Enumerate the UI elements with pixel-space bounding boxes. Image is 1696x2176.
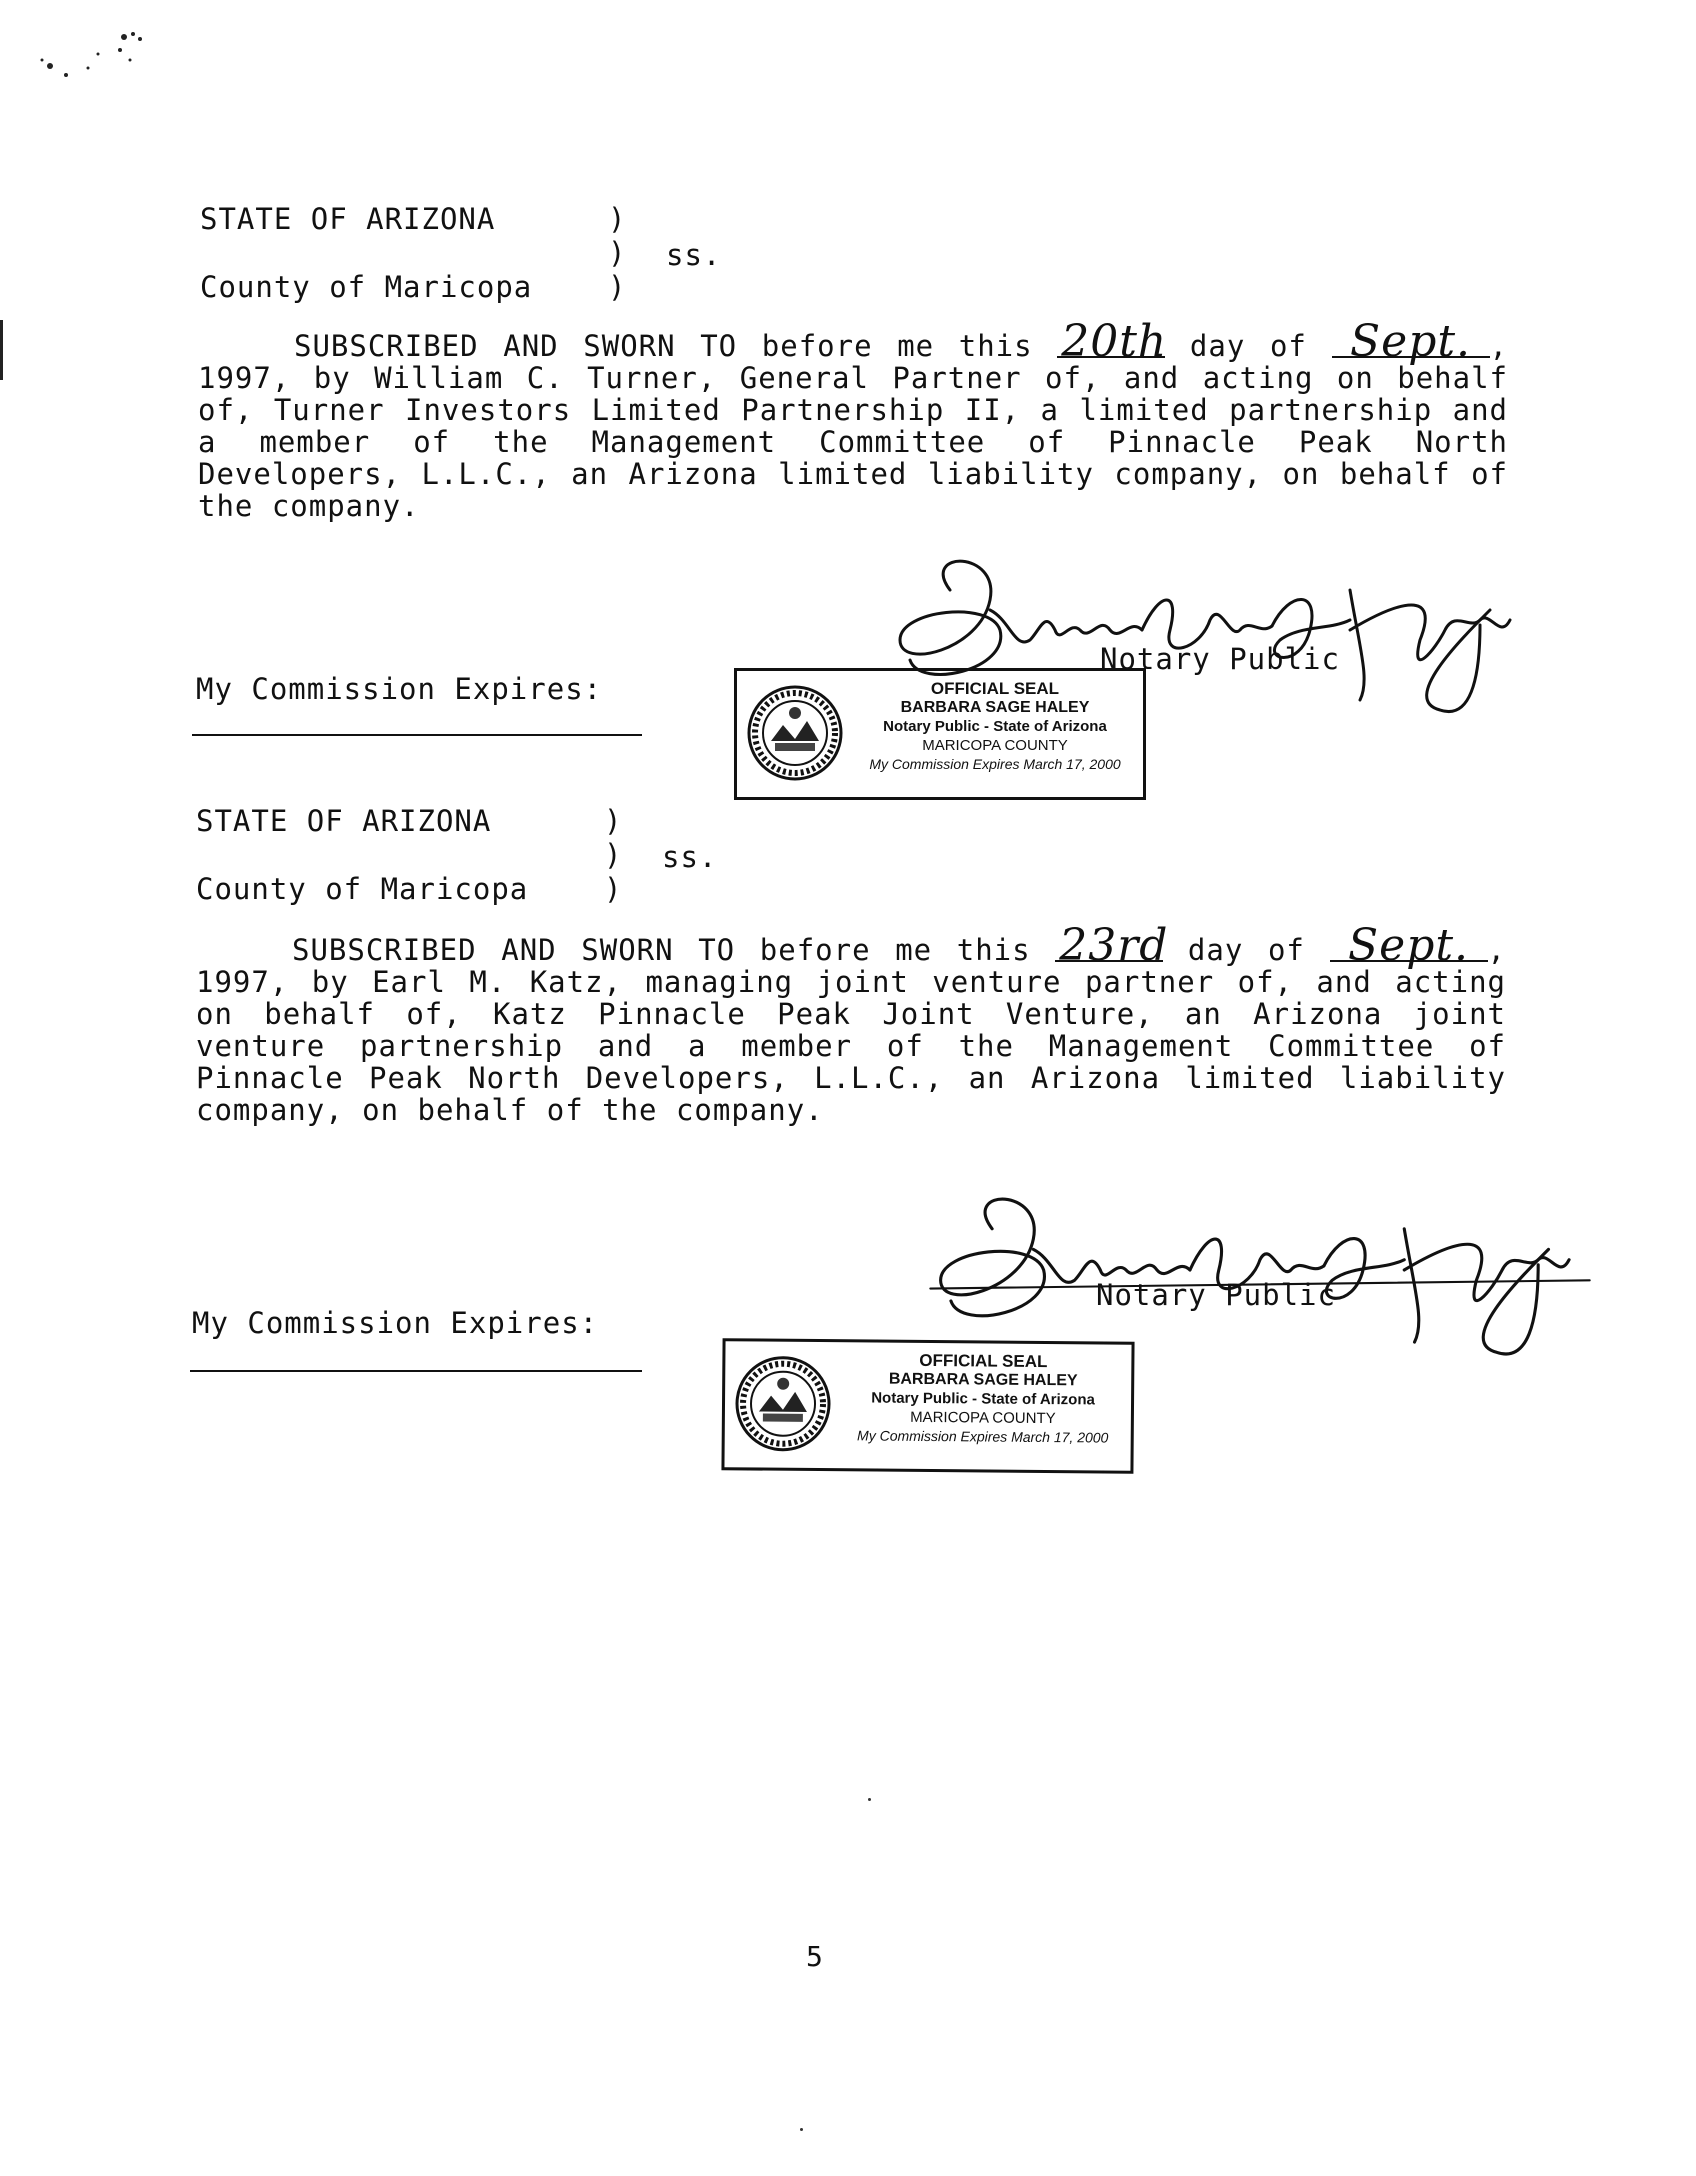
paren: ) <box>608 270 627 304</box>
state-line: STATE OF ARIZONA <box>196 804 492 838</box>
scan-dot <box>800 2128 803 2131</box>
subscribed-text: SUBSCRIBED AND SWORN TO before me this <box>292 933 1031 967</box>
day-of-text: day of <box>1187 933 1305 967</box>
jurat-paragraph-2: SUBSCRIBED AND SWORN TO before me this 23rd day of Sept. , 1997, by Earl M. Katz, managing joint venture partner of, and acting on behalf of, Katz Pinnacle Peak Joint Venture, an Arizona joint venture partnership and a member of the Management Committee of Pinnacle Peak North Developers, L.L.C., an Arizona limited liability company, on behalf of the company. <box>196 920 1506 1127</box>
seal-line-3: Notary Public - State of Arizona <box>871 1389 1095 1409</box>
notary-public-label: Notary Public <box>1096 1278 1336 1312</box>
signature-line <box>192 734 642 736</box>
signature-line <box>190 1370 642 1372</box>
seal-line-5: My Commission Expires March 17, 2000 <box>869 756 1121 772</box>
paren: ) <box>604 838 623 872</box>
paren: ) <box>608 202 627 236</box>
seal-line-1: OFFICIAL SEAL <box>930 679 1060 698</box>
seal-line-4: MARICOPA COUNTY <box>910 1408 1056 1428</box>
handwritten-month: Sept. <box>1330 932 1488 962</box>
commission-expires-label: My Commission Expires: <box>196 672 603 706</box>
ss-label: ss. <box>662 840 718 874</box>
state-seal-icon <box>733 1353 834 1454</box>
subscribed-text: SUBSCRIBED AND SWORN TO before me this <box>294 329 1033 363</box>
jurat-paragraph-1: SUBSCRIBED AND SWORN TO before me this 20th day of Sept. , 1997, by William C. Turner, General Partner of, and acting on behalf of, Turner Investors Limited Partnership II, a limited partnership and a member of the Management Committee of Pinnacle Peak North Developers, L.L.C., an Arizona limited liability company, on behalf of the company. <box>198 316 1508 523</box>
notary-seal <box>734 668 1146 800</box>
jurat-body: 1997, by William C. Turner, General Partner of, and acting on behalf of, Turner Investors Limited Partnership II, a limited partnership and a member of the Management Committee of Pinnacle Peak North Developers, L.L.C., an Arizona limited liability company, on behalf of the company. <box>198 361 1508 523</box>
notary-seal <box>721 1338 1134 1474</box>
handwritten-day: 23rd <box>1055 932 1163 962</box>
paren: ) <box>604 872 623 906</box>
scan-edge-mark <box>0 320 3 380</box>
commission-expires-label: My Commission Expires: <box>192 1306 599 1340</box>
ss-label: ss. <box>666 238 722 272</box>
county-line: County of Maricopa <box>200 270 533 304</box>
paren: ) <box>608 236 627 270</box>
seal-line-1: OFFICIAL SEAL <box>919 1350 1048 1372</box>
seal-line-3: Notary Public - State of Arizona <box>883 718 1107 735</box>
seal-line-5: My Commission Expires March 17, 2000 <box>857 1427 1109 1446</box>
day-of-text: day of <box>1189 329 1307 363</box>
scan-dot <box>868 1798 871 1801</box>
notary-public-label: Notary Public <box>1100 642 1340 676</box>
paren: ) <box>604 804 623 838</box>
handwritten-day: 20th <box>1057 328 1165 358</box>
county-line: County of Maricopa <box>196 872 529 906</box>
seal-line-2: BARBARA SAGE HALEY <box>900 699 1090 716</box>
seal-line-4: MARICOPA COUNTY <box>922 737 1068 754</box>
seal-line-2: BARBARA SAGE HALEY <box>888 1370 1078 1390</box>
handwritten-month: Sept. <box>1332 328 1490 358</box>
scan-specks <box>30 20 150 90</box>
state-seal-icon <box>745 683 845 783</box>
jurat-body: 1997, by Earl M. Katz, managing joint venture partner of, and acting on behalf of, Katz Pinnacle Peak Joint Venture, an Arizona joint venture partnership and a member of the Management Committee of Pinnacle Peak North Developers, L.L.C., an Arizona limited liability company, on behalf of the company. <box>196 965 1506 1127</box>
state-line: STATE OF ARIZONA <box>200 202 496 236</box>
page-number: 5 <box>806 1940 823 1973</box>
